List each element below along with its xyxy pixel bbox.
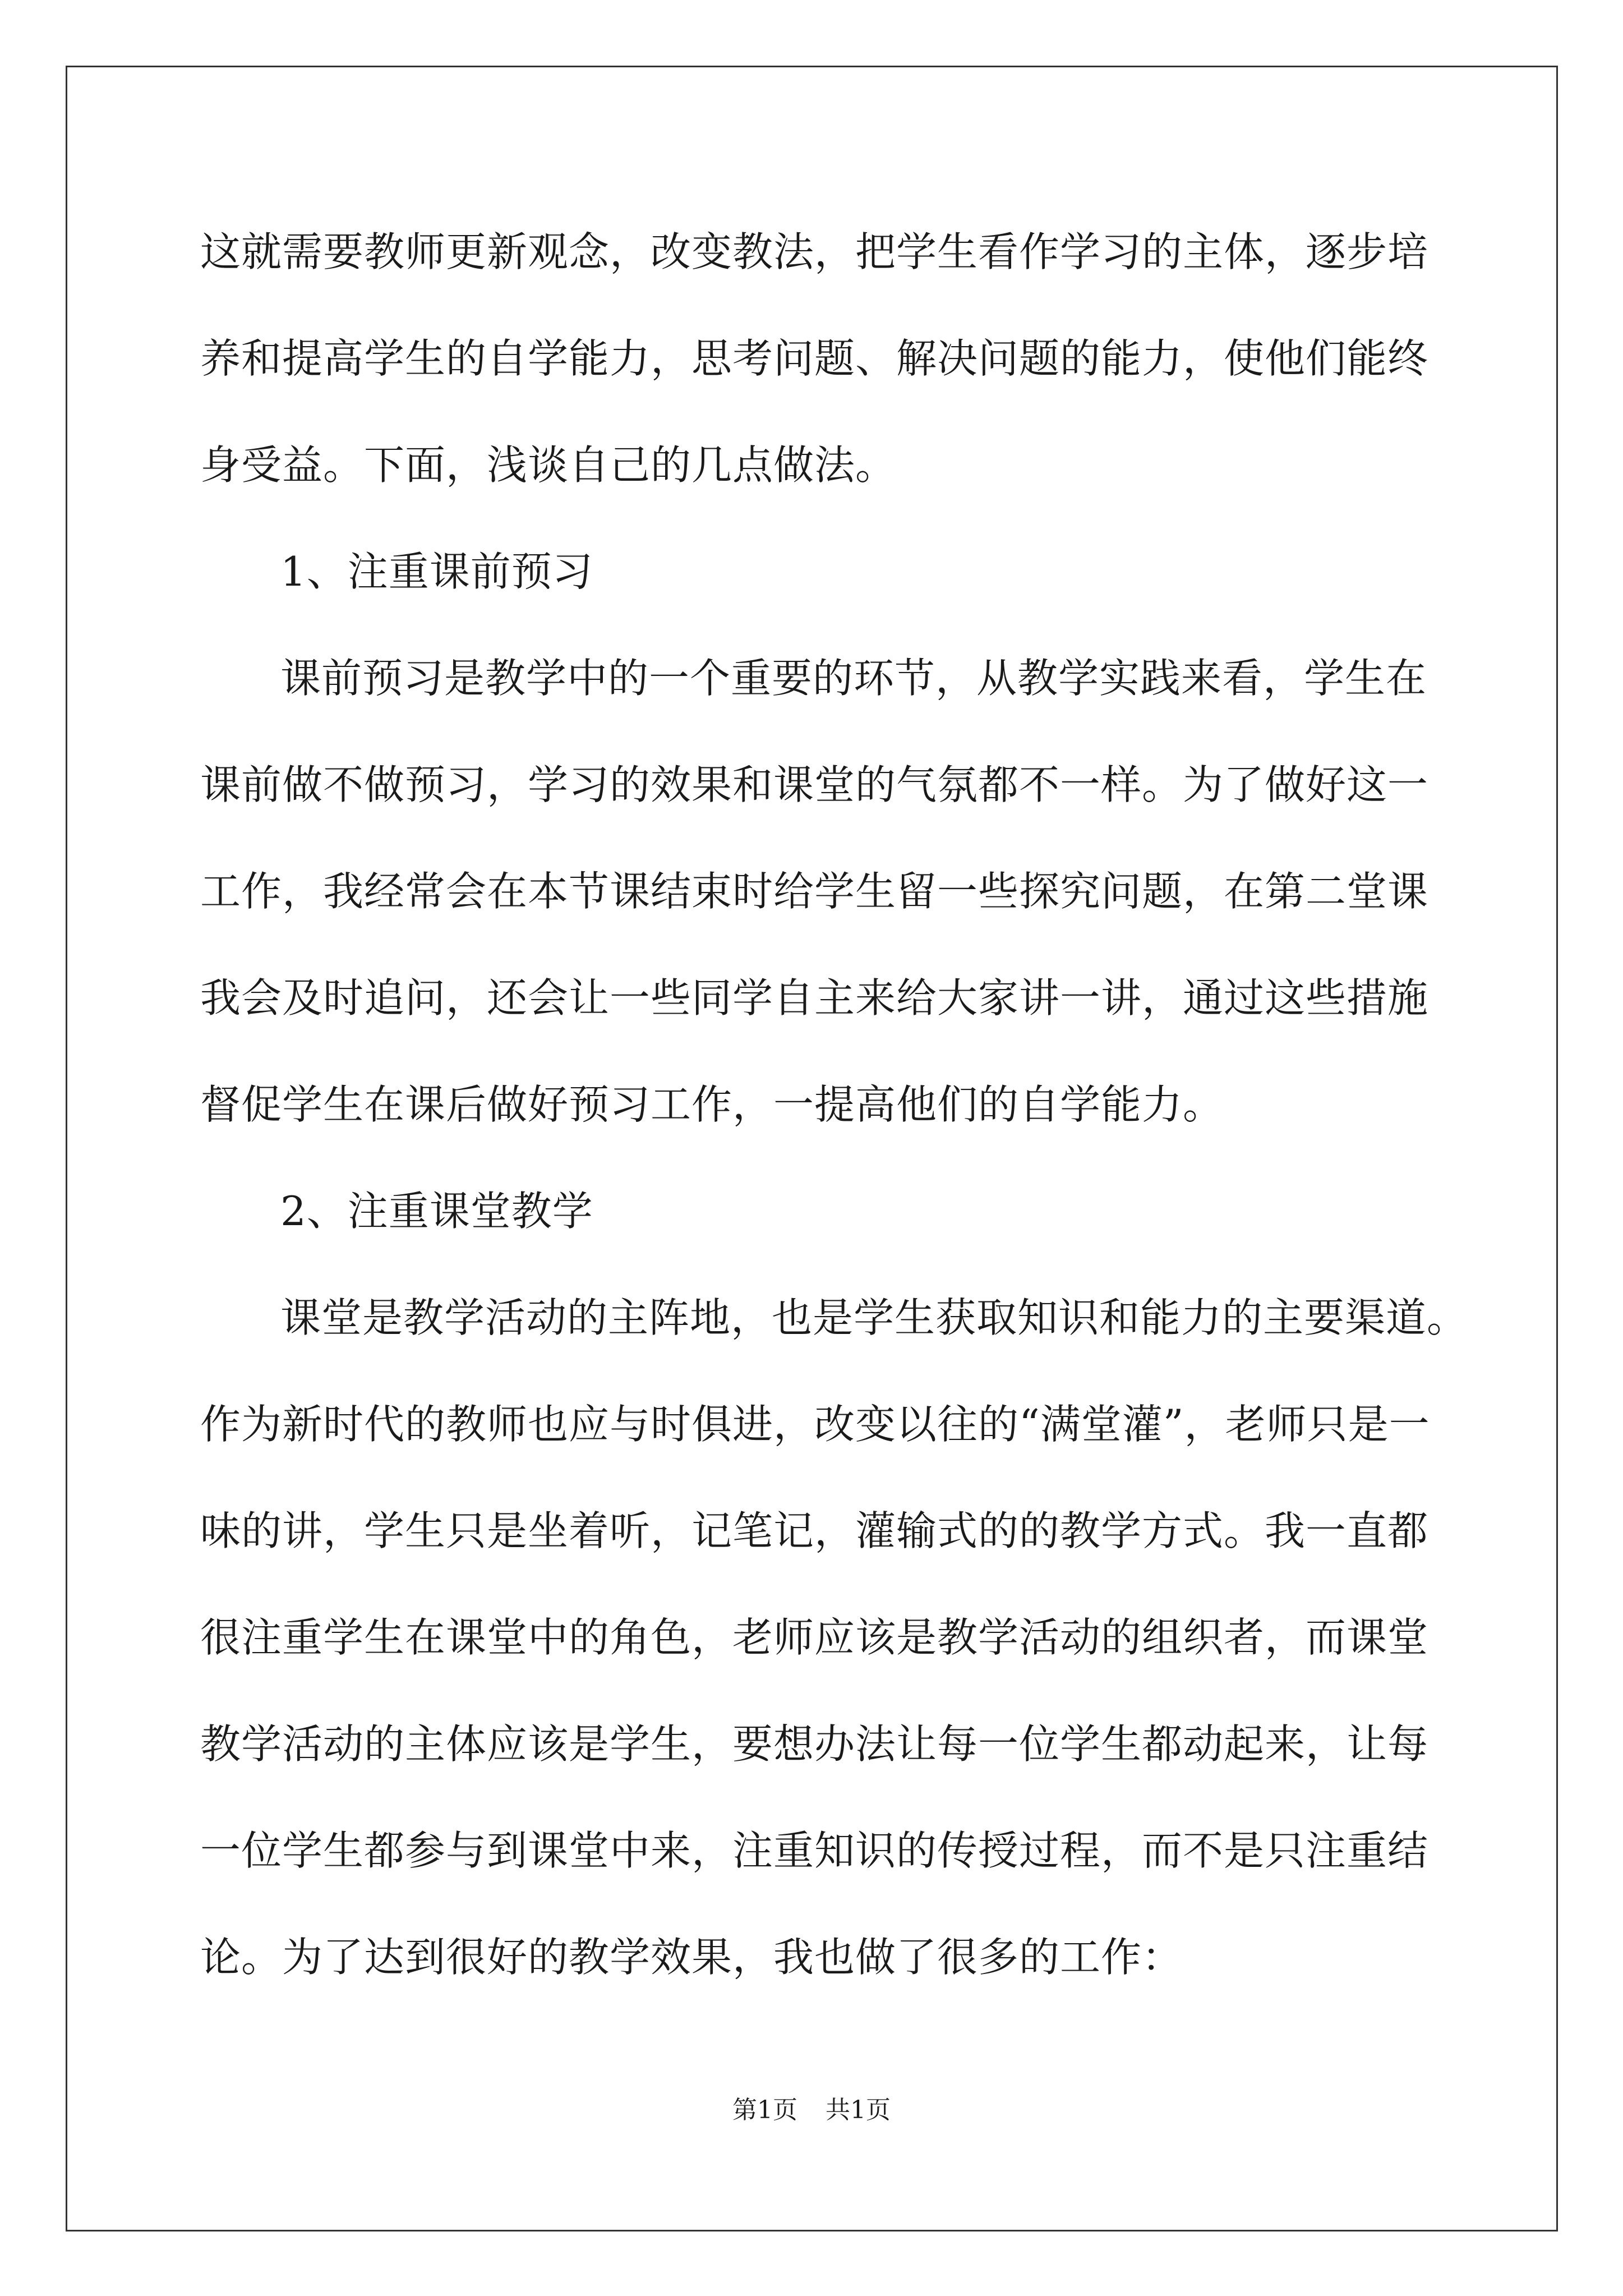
paragraph-line: 养和提高学生的自学能力，思考问题、解决问题的能力，使他们能终 [200,335,1429,382]
paragraph-line: 教学活动的主体应该是学生，要想办法让每一位学生都动起来，让每 [200,1720,1429,1768]
page-number: 第1页 [732,2096,797,2124]
paragraph-line: 我会及时追问，还会让一些同学自主来给大家讲一讲，通过这些措施 [200,974,1429,1022]
paragraph-line: 作为新时代的教师也应与时俱进，改变以往的“满堂灌”，老师只是一 [200,1401,1430,1448]
paragraph-line: 课前预习是教学中的一个重要的环节，从教学实践来看，学生在 [280,655,1427,702]
page-footer [0,2093,1623,2127]
page-total: 共1页 [826,2096,891,2124]
paragraph-line: 一位学生都参与到课堂中来，注重知识的传授过程，而不是只注重结 [200,1827,1429,1874]
paragraph-line: 这就需要教师更新观念，改变教法，把学生看作学习的主体，逐步培 [200,228,1429,275]
paragraph-line: 课堂是教学活动的主阵地，也是学生获取知识和能力的主要渠道。 [280,1294,1468,1341]
paragraph-line: 味的讲，学生只是坐着听，记笔记，灌输式的的教学方式。我一直都 [200,1507,1429,1554]
page-border [66,66,1558,2231]
paragraph-line: 工作，我经常会在本节课结束时给学生留一些探究问题，在第二堂课 [200,868,1429,915]
section-heading: 1、注重课前预习 [280,548,593,595]
paragraph-line: 督促学生在课后做好预习工作，一提高他们的自学能力。 [200,1081,1224,1128]
paragraph-line: 身受益。下面，浅谈自己的几点做法。 [200,441,897,489]
paragraph-line: 课前做不做预习，学习的效果和课堂的气氛都不一样。为了做好这一 [200,761,1429,808]
paragraph-line: 很注重学生在课堂中的角色，老师应该是教学活动的组织者，而课堂 [200,1614,1429,1661]
paragraph-line: 论。为了达到很好的教学效果，我也做了很多的工作： [200,1934,1183,1981]
section-heading: 2、注重课堂教学 [280,1188,593,1235]
